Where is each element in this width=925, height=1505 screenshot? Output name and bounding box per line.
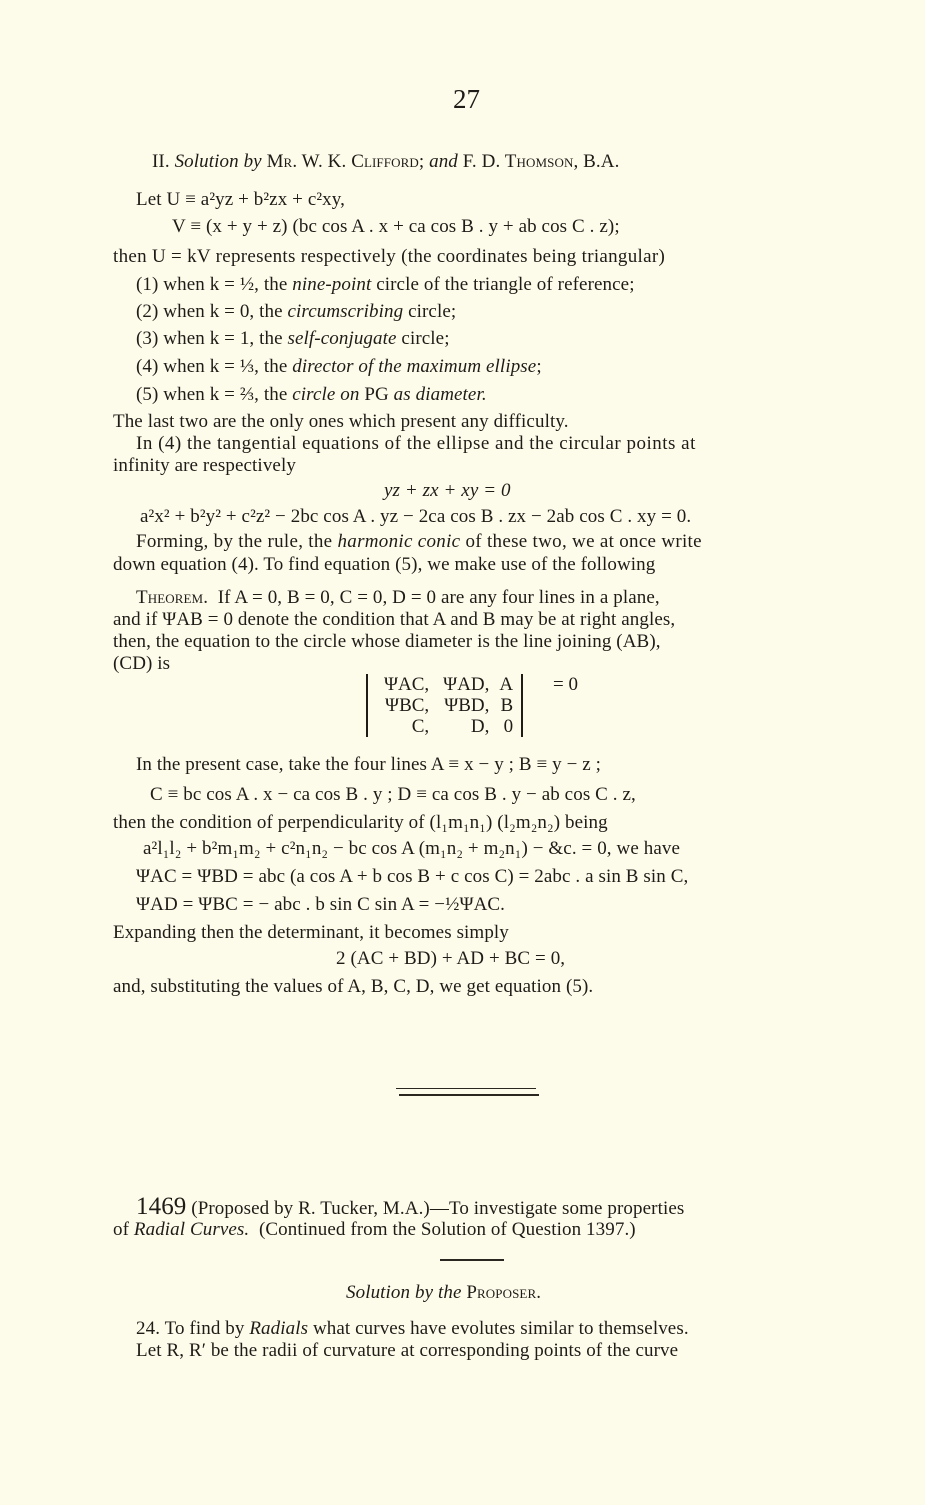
case-3 xyxy=(136,328,450,350)
theorem-line-b: and if ΨAB = 0 denote the condition that A and B may be at right angles, xyxy=(113,609,676,630)
solution-by-label: Solution by the xyxy=(346,1282,462,1303)
in-4-line-b: infinity are respectively xyxy=(113,455,296,476)
theorem-line-a xyxy=(136,587,660,609)
case-3-suffix: circle; xyxy=(401,328,450,349)
case-3-term: self-conjugate xyxy=(287,328,397,349)
case-2 xyxy=(136,301,456,323)
substituting-line: and, substituting the values of A, B, C, D, we get equation (5). xyxy=(113,976,594,997)
case-4-suffix: ; xyxy=(536,356,542,377)
case-2-prefix: (2) when k = 0, the xyxy=(136,301,283,322)
perpendicularity-line: then the condition of perpendicularity of (l₁m₁n₁) (l₂m₂n₂) being xyxy=(113,812,608,833)
det-cell: 0 xyxy=(503,716,514,737)
case-1 xyxy=(136,274,635,296)
forming-prefix: Forming, by the rule, the xyxy=(136,531,333,552)
case-5-term-a: circle on xyxy=(292,384,360,405)
short-rule xyxy=(440,1259,504,1261)
case-5 xyxy=(136,384,487,406)
forming-line xyxy=(136,531,702,553)
paragraph-24-line-1 xyxy=(136,1318,689,1340)
in-4-line-a: In (4) the tangential equations of the ellipse and the circular points at xyxy=(136,433,696,454)
last-two-line: The last two are the only ones which present any difficulty. xyxy=(113,411,569,432)
det-cell: ΨBD, xyxy=(444,695,490,716)
continued-note: (Continued from the Solution of Question 1397.) xyxy=(258,1219,636,1240)
question-1469-line-1 xyxy=(136,1193,685,1220)
then-line: then U = kV represents respectively (the coordinates being triangular) xyxy=(113,246,666,267)
paragraph-number: 24. xyxy=(136,1318,161,1339)
theorem-label: Theorem. xyxy=(136,587,209,608)
let-u-line: Let U ≡ a²yz + b²zx + c²xy, xyxy=(136,189,345,210)
radials-term: Radials xyxy=(249,1318,309,1339)
paragraph-text-b: what curves have evolutes similar to themselves. xyxy=(312,1318,689,1339)
proposer-label: Proposer. xyxy=(466,1282,542,1303)
case-1-prefix: (1) when k = ½, the xyxy=(136,274,288,295)
radial-curves-term: Radial Curves. xyxy=(133,1219,250,1240)
case-2-suffix: circle; xyxy=(408,301,457,322)
author-clifford: Mr. W. K. Clifford xyxy=(266,151,419,172)
determinant xyxy=(366,674,523,737)
det-cell: ΨAD, xyxy=(443,674,490,695)
case-1-suffix: circle of the triangle of reference; xyxy=(376,274,635,295)
det-cell: C, xyxy=(411,716,430,737)
theorem-text-a: If A = 0, B = 0, C = 0, D = 0 are any four lines in a plane, xyxy=(217,587,660,608)
divider-rule-bottom xyxy=(399,1094,539,1096)
case-2-term: circumscribing xyxy=(287,301,404,322)
equation-yz: yz + zx + xy = 0 xyxy=(384,480,511,501)
case-4-prefix: (4) when k = ⅓, the xyxy=(136,356,288,377)
det-cell: ΨBC, xyxy=(385,695,430,716)
question-number: 1469 xyxy=(136,1193,187,1220)
determinant-row xyxy=(378,716,513,737)
theorem-line-d: (CD) is xyxy=(113,653,171,674)
expanding-line: Expanding then the determinant, it becomes simply xyxy=(113,922,509,943)
present-case-line: In the present case, take the four lines A ≡ x − y ; B ≡ y − z ; xyxy=(136,754,602,775)
case-4-term: director of the maximum ellipse xyxy=(292,356,537,377)
determinant-equals: = 0 xyxy=(553,674,578,695)
case-1-term: nine-point xyxy=(292,274,372,295)
case-3-prefix: (3) when k = 1, the xyxy=(136,328,283,349)
det-cell: A xyxy=(499,674,514,695)
psi-ad-line: ΨAD = ΨBC = − abc . b sin C sin A = −½ΨAC. xyxy=(136,894,506,915)
paragraph-text-a: To find by xyxy=(164,1318,245,1339)
det-cell: ΨAC, xyxy=(384,674,430,695)
and-label: and xyxy=(429,151,458,172)
question-1469-line-2 xyxy=(113,1219,636,1241)
divider-rule-top xyxy=(396,1088,536,1089)
section-number: II. xyxy=(152,151,170,172)
author-thomson: F. D. Thomson, B.A. xyxy=(462,151,620,172)
final-equation: 2 (AC + BD) + AD + BC = 0, xyxy=(336,948,566,969)
of-label: of xyxy=(113,1219,130,1240)
det-cell: B xyxy=(500,695,514,716)
c-d-definition-line: C ≡ bc cos A . x − ca cos B . y ; D ≡ ca cos B . y − ab cos C . z, xyxy=(150,784,636,805)
section-heading xyxy=(152,151,619,173)
determinant-row xyxy=(378,695,513,716)
solution-by-label: Solution by xyxy=(174,151,262,172)
solution-by-proposer xyxy=(346,1282,541,1304)
case-5-prefix: (5) when k = ⅔, the xyxy=(136,384,288,405)
page-number: 27 xyxy=(453,84,480,114)
down-equation-line: down equation (4). To find equation (5), we make use of the following xyxy=(113,554,656,575)
equation-long: a²x² + b²y² + c²z² − 2bc cos A . yz − 2ca cos B . zx − 2ab cos C . xy = 0. xyxy=(140,506,692,527)
harmonic-conic-term: harmonic conic xyxy=(337,531,461,552)
forming-suffix: of these two, we at once write xyxy=(465,531,702,552)
case-5-term-b: as diameter. xyxy=(393,384,487,405)
paragraph-24-line-2: Let R, R′ be the radii of curvature at corresponding points of the curve xyxy=(136,1340,679,1361)
determinant-row xyxy=(378,674,513,695)
v-definition-line: V ≡ (x + y + z) (bc cos A . x + ca cos B . y + ab cos C . z); xyxy=(172,216,620,237)
theorem-line-c: then, the equation to the circle whose diameter is the line joining (AB), xyxy=(113,631,661,652)
perpendicularity-equation: a²l₁l₂ + b²m₁m₂ + c²n₁n₂ − bc cos A (m₁n₂ + m₂n₁) − &c. = 0, we have xyxy=(143,838,680,859)
question-proposal: (Proposed by R. Tucker, M.A.)—To investigate some properties xyxy=(191,1198,685,1219)
det-cell: D, xyxy=(470,716,490,737)
case-4 xyxy=(136,356,542,378)
psi-ac-line: ΨAC = ΨBD = abc (a cos A + b cos B + c cos C) = 2abc . a sin B sin C, xyxy=(136,866,689,887)
separator: ; xyxy=(418,151,425,172)
case-5-pg: PG xyxy=(364,384,389,405)
